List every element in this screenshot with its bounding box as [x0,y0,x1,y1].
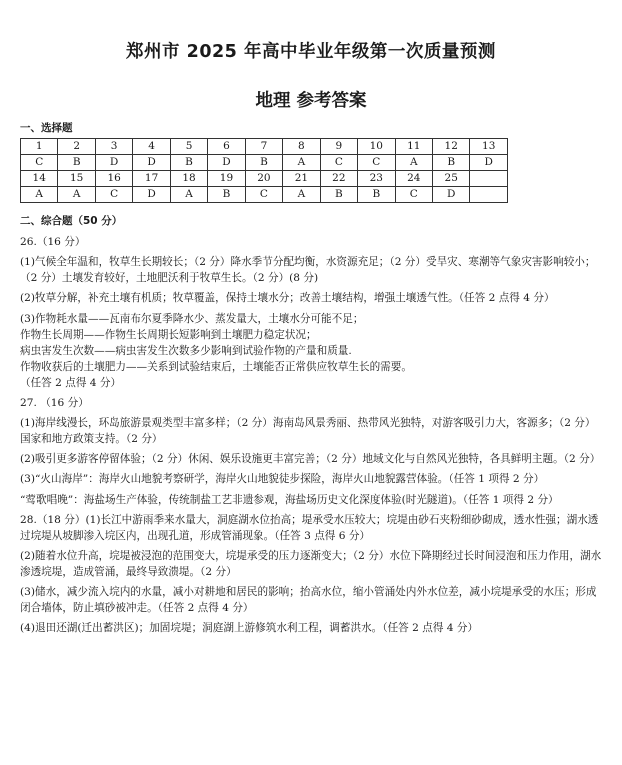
answer-paragraph: (2)牧草分解，补充土壤有机质；牧草覆盖，保持土壤水分；改善土壤结构，增强土壤透气性。（任答 2 点得 4 分） [20,292,555,305]
table-cell: B [208,187,245,203]
table-cell: 10 [358,139,395,155]
table-cell: C [395,187,432,203]
table-row [21,171,508,187]
table-cell: 23 [358,171,395,187]
answer-paragraph: (3)储水，减少流入垸内的水量，减小对耕地和居民的影响；抬高水位，缩小管涌处内外水位差，减小垸堤承受的水压；形成闭合墙体，防止填砂被冲走。（任答 2 点得 4 分） [20,586,597,615]
table-cell: D [432,187,469,203]
answer-paragraph: 作物收获后的土壤肥力——关系到试验结束后，土壤能否正常供应牧草生长的需要。 [20,360,412,373]
table-cell: A [283,187,320,203]
table-cell: 19 [208,171,245,187]
answer-paragraph: “莺歌唱晚”：海盐场生产体验，传统制盐工艺非遗参观，海盐场历史文化深度体验(时光隧道)。（任答 1 项得 2 分） [20,493,559,506]
table-cell: C [245,187,282,203]
table-cell: 8 [283,139,320,155]
section-heading-comprehensive: 二、综合题（50 分） [20,215,123,227]
table-cell: B [58,155,95,171]
table-cell: A [21,187,58,203]
answer-paragraph: (4)退田还湖(迁出蓄洪区)；加固垸堤；洞庭湖上游修筑水利工程，调蓄洪水。（任答 2 点得 4 分） [20,622,479,635]
table-cell: B [170,155,207,171]
section-heading-choice: 一、选择题 [20,122,73,134]
table-cell: 4 [133,139,170,155]
table-cell: C [95,187,132,203]
table-cell: 3 [95,139,132,155]
answer-table [20,138,508,203]
answer-paragraph: 28.（18 分）(1)长江中游雨季来水量大，洞庭湖水位抬高；堤承受水压较大；垸堤由砂石夹粉细砂砌成，透水性强；湖水透过垸堤从坡脚渗入垸区内，出现孔道，形成管涌现象。（任答 3 点得 6 分） [20,513,599,542]
answer-paragraph: (2)吸引更多游客停留体验；（2 分）休闲、娱乐设施更丰富完善；（2 分）地域文化与自然风光独特，各具鲜明主题。（2 分） [20,453,601,466]
page-subtitle: 地理 参考答案 [255,91,367,111]
table-cell: 1 [21,139,58,155]
table-cell: D [133,187,170,203]
table-cell: 5 [170,139,207,155]
table-cell [470,171,508,187]
table-cell: A [395,155,432,171]
answer-content [20,234,604,640]
answer-paragraph: 作物生长周期——作物生长周期长短影响到土壤肥力稳定状况； [20,328,317,341]
table-cell: 22 [320,171,357,187]
table-cell: A [170,187,207,203]
table-cell: B [432,155,469,171]
table-cell: B [358,187,395,203]
table-row [21,155,508,171]
table-cell: D [133,155,170,171]
table-cell: 13 [470,139,508,155]
table-cell: 11 [395,139,432,155]
table-cell: 14 [21,171,58,187]
answer-paragraph: (2)随着水位升高，垸堤被浸泡的范围变大，垸堤承受的压力逐渐变大；（2 分）水位下降期经过长时间浸泡和压力作用，湖水渗透垸堤，造成管涌，最终导致溃堤。（2 分） [20,549,602,578]
page-title: 郑州市 2025 年高中毕业年级第一次质量预测 [126,42,496,62]
table-cell: 7 [245,139,282,155]
table-cell: 21 [283,171,320,187]
answer-paragraph: (1)海岸线漫长，环岛旅游景观类型丰富多样；（2 分）海南岛风景秀丽、热带风光独特，对游客吸引力大，客源多；（2 分）国家和地方政策支持。（2 分） [20,416,596,445]
table-cell: D [470,155,508,171]
table-cell: 17 [133,171,170,187]
answer-paragraph: (3)“火山海岸”：海岸火山地貌考察研学，海岸火山地貌徒步探险，海岸火山地貌露营体验。（任答 1 项得 2 分） [20,473,545,486]
table-cell: 18 [170,171,207,187]
table-cell: C [320,155,357,171]
table-cell: 12 [432,139,469,155]
table-cell: A [58,187,95,203]
table-cell: C [21,155,58,171]
table-cell: C [358,155,395,171]
answer-paragraph: (1)气候全年温和，牧草生长期较长；（2 分）降水季节分配均衡，水资源充足；（2 分）受旱灾、寒潮等气象灾害影响较小；（2 分）土壤发育较好，土地肥沃利于牧草生长。（2 分）(8 分) [20,256,596,285]
table-cell: D [208,155,245,171]
table-cell: 15 [58,171,95,187]
answer-paragraph: （任答 2 点得 4 分） [20,376,122,389]
table-cell: 24 [395,171,432,187]
table-cell: B [320,187,357,203]
answer-paragraph: 26.（16 分） [20,236,86,248]
table-cell: 2 [58,139,95,155]
table-row [21,187,508,203]
table-row [21,139,508,155]
table-cell: 16 [95,171,132,187]
table-cell [470,187,508,203]
answer-paragraph: 病虫害发生次数——病虫害发生次数多少影响到试验作物的产量和质量. [20,344,352,357]
answer-paragraph: (3)作物耗水量——瓦南布尔夏季降水少、蒸发量大，土壤水分可能不足； [20,312,364,325]
table-cell: 9 [320,139,357,155]
table-cell: 6 [208,139,245,155]
table-cell: A [283,155,320,171]
table-cell: 20 [245,171,282,187]
table-cell: 25 [432,171,469,187]
answer-paragraph: 27. （16 分） [20,396,89,409]
table-cell: D [95,155,132,171]
table-cell: B [245,155,282,171]
